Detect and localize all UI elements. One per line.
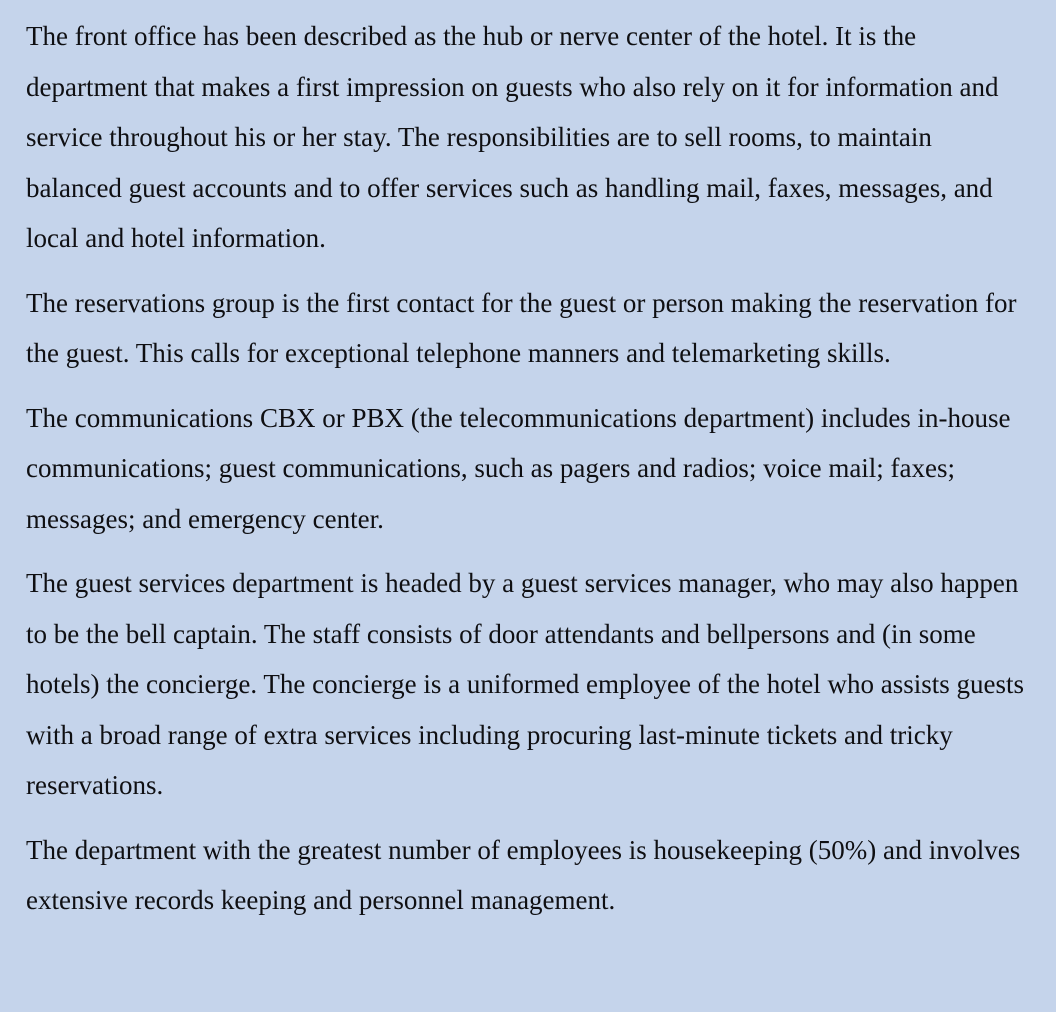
paragraph-housekeeping: The department with the greatest number of employees is housekeeping (50%) and involves extensive records keeping and personnel management. bbox=[26, 834, 1021, 915]
paragraph-reservations: The reservations group is the first contact for the guest or person making the reservation for the guest. This calls for exceptional telephone manners and telemarketing skills. bbox=[26, 287, 1017, 368]
paragraph-guest-services: The guest services department is headed by a guest services manager, who may also happen to be the bell captain. The staff consists of door attendants and bellpersons and (in some hotels) the concierge. The concierge is a uniformed employee of the hotel who assists guests with a broad range of extra services including procuring last-minute tickets and tricky reservations. bbox=[26, 568, 1024, 800]
paragraph-communications: The communications CBX or PBX (the telecommunications department) includes in-house communications; guest communications, such as pagers and radios; voice mail; faxes; messages; and emergency center. bbox=[26, 402, 1011, 534]
paragraph-front-office: The front office has been described as the hub or nerve center of the hotel. It is the department that makes a first impression on guests who also rely on it for information and service throughout his or her stay. The responsibilities are to sell rooms, to maintain balanced guest accounts and to offer services such as handling mail, faxes, messages, and local and hotel information. bbox=[26, 21, 999, 253]
